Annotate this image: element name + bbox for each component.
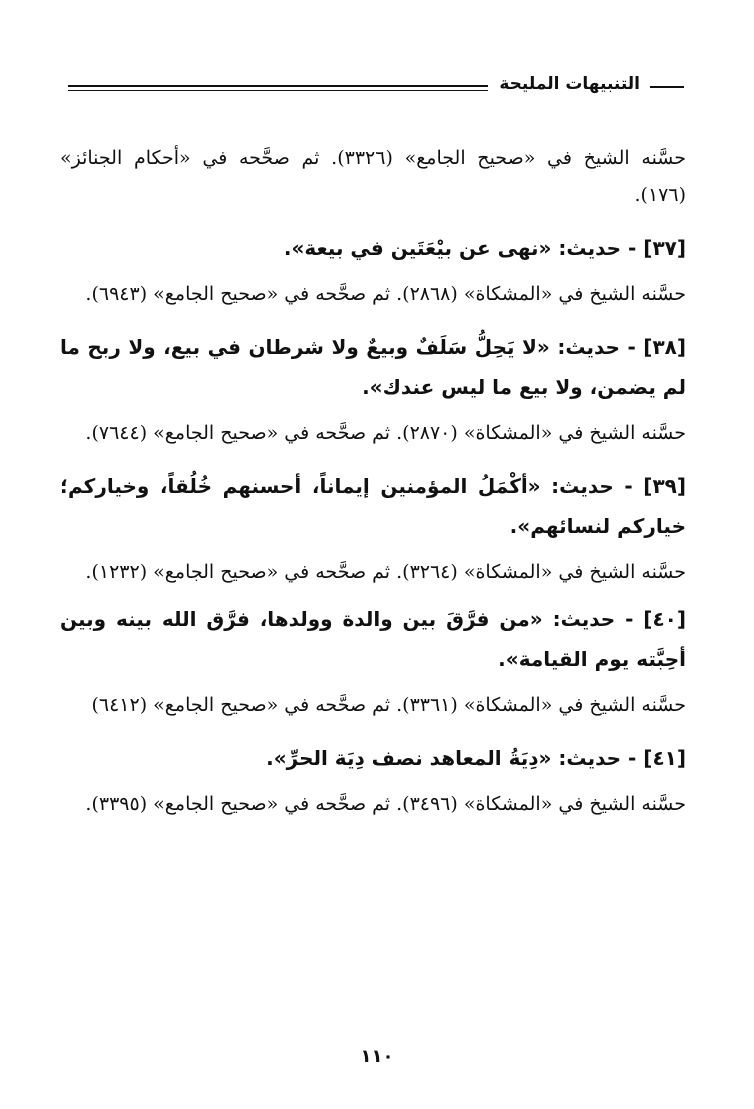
hadith-heading-40: [٤٠] - حديث: «من فرَّقَ بين والدة وولدها، فرَّق الله بينه وبين أحِبَّته يوم القيامة». [60,607,686,671]
body-paragraph: حسَّنه الشيخ في «صحيح الجامع» (٣٣٢٦). ثم صحَّحه في «أحكام الجنائز» (١٧٦). [60,147,686,206]
body-paragraph: حسَّنه الشيخ في «المشكاة» (٣٢٦٤). ثم صحَّحه في «صحيح الجامع» (١٢٣٢). [85,561,686,583]
header-rule-top [68,85,488,87]
header-rule-tail [650,86,684,88]
page-number: ١١٠ [360,1046,394,1067]
hadith-heading-37: [٣٧] - حديث: «نهى عن بيْعَتَين في بيعة». [283,236,686,260]
body-paragraph: حسَّنه الشيخ في «المشكاة» (٢٨٦٨). ثم صحَّحه في «صحيح الجامع» (٦٩٤٣). [85,283,686,305]
hadith-heading-38: [٣٨] - حديث: «لا يَحِلُّ سَلَفٌ وبيعٌ ولا شرطان في بيع، ولا ربح ما لم يضمن، ولا بيع ما ليس عندك». [60,335,686,399]
body-paragraph: حسَّنه الشيخ في «المشكاة» (٣٣٦١). ثم صحَّحه في «صحيح الجامع» (٦٤١٢) [91,694,686,716]
body-paragraph: حسَّنه الشيخ في «المشكاة» (٣٤٩٦). ثم صحَّحه في «صحيح الجامع» (٣٣٩٥). [85,793,686,815]
hadith-heading-39: [٣٩] - حديث: «أكْمَلُ المؤمنين إيماناً، أحسنهم خُلُقاً، وخياركم؛ خياركم لنسائهم». [60,474,686,538]
header-title: التنبيهات المليحة [499,74,640,94]
body-paragraph: حسَّنه الشيخ في «المشكاة» (٢٨٧٠). ثم صحَّحه في «صحيح الجامع» (٧٦٤٤). [85,422,686,444]
header-rule-bottom [68,90,488,91]
page-body [60,140,686,823]
hadith-heading-41: [٤١] - حديث: «دِيَةُ المعاهد نصف دِيَة الحرِّ». [266,746,686,770]
running-header [68,74,684,98]
